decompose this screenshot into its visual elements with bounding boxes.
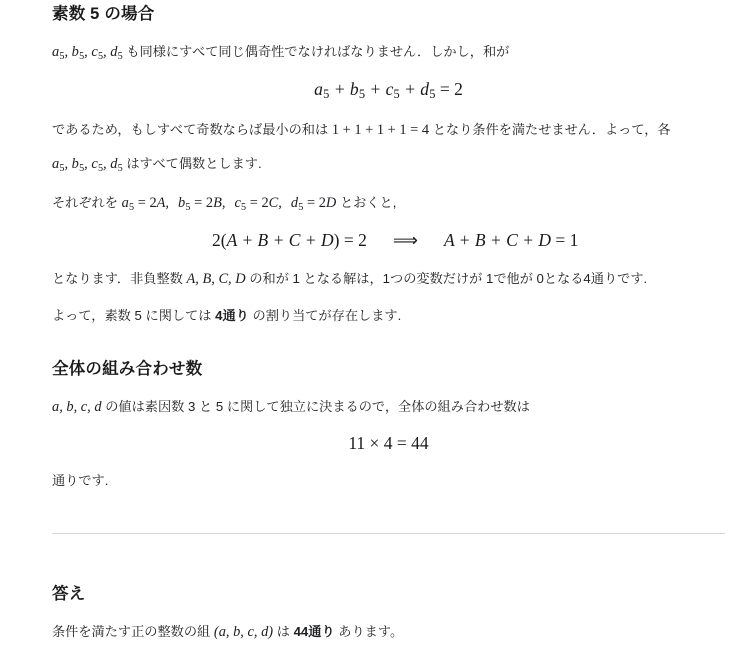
paragraph-ways: 通りです. — [52, 472, 109, 488]
inline-math-vars-a5-d5-2: a5, b5, c5, d5 — [52, 156, 123, 175]
paragraph-prime5-lead: よって，素数 5 に関しては — [52, 307, 216, 323]
inline-math-b5-2B: b5 = 2B, — [178, 195, 226, 213]
inline-math-1111-equals-4: 1 + 1 + 1 + 1 = 4 — [331, 122, 430, 139]
paragraph-odd-case-mid: となり条件を満たせません．よって，各 — [429, 122, 671, 138]
implies-arrow-icon: ⟹ — [392, 229, 418, 250]
inline-math-vars-a5-d5: a5, b5, c5, d5 — [52, 44, 123, 62]
inline-math-tuple-abcd: (a, b, c, d) — [213, 624, 274, 641]
display-equation-abcd — [52, 230, 725, 251]
display-equation-sum-a5: a5 + b5 + c5 + d5 = 2 — [314, 78, 463, 102]
paragraph-odd-case-lead: であるため，もしすべて奇数ならば最小の和は — [52, 122, 332, 138]
paragraph-parity-text: も同様にすべて同じ偶奇性でなければなりません．しかし，和が — [126, 44, 510, 59]
paragraph-substitution-lead: それぞれを — [52, 195, 122, 211]
section-heading-prime-5: 素数 5 の場合 — [52, 5, 155, 23]
paragraph-total-combinations — [52, 393, 725, 421]
paragraph-answer-mid: は — [273, 624, 294, 640]
highlight-44-ways: 44通り — [293, 624, 335, 640]
paragraph-nonneg-lead: となります．非負整数 — [52, 270, 187, 286]
paragraph-answer-lead: 条件を満たす正の整数の組 — [52, 624, 214, 640]
paragraph-answer — [52, 618, 725, 646]
display-equation-left: 2(A + B + C + D) = 2 — [212, 229, 367, 250]
display-equation-total: 11 × 4 = 44 — [348, 432, 429, 453]
paragraph-nonneg-mid: の和が 1 となる解は，1つの変数だけが 1で他が 0となる4通りです. — [245, 270, 648, 286]
paragraph-even-conclusion — [52, 150, 725, 179]
paragraph-even-conclusion-tail: はすべて偶数とします. — [122, 156, 262, 172]
section-divider — [52, 533, 725, 534]
section-heading-total-combinations: 全体の組み合わせ数 — [52, 359, 203, 378]
answer-section — [0, 580, 739, 646]
paragraph-total-combinations-text: の値は素因数 3 と 5 に関して独立に決まるので，全体の組み合わせ数は — [101, 398, 530, 414]
inline-math-c5-2C: c5 = 2C, — [234, 195, 282, 213]
inline-math-vars-abcd: a, b, c, d — [52, 398, 102, 415]
inline-math-vars-ABCD: A, B, C, D — [186, 270, 246, 287]
paragraph-odd-case — [52, 116, 725, 144]
inline-math-a5-2A: a5 = 2A, — [121, 195, 170, 213]
display-equation-right: A + B + C + D = 1 — [443, 229, 579, 250]
paragraph-prime5-result — [52, 303, 725, 329]
paragraph-prime5-tail: の割り当てが存在します. — [248, 307, 402, 323]
section-heading-answer: 答え — [52, 585, 86, 604]
paragraph-substitution-tail: とおくと, — [336, 195, 397, 211]
inline-math-d5-2D: d5 = 2D — [290, 195, 337, 213]
paragraph-nonneg-solutions — [52, 265, 725, 293]
highlight-4-ways: 4通り — [215, 307, 249, 323]
paragraph-answer-tail: あります。 — [334, 624, 404, 640]
paragraph-parity-requirement — [52, 38, 725, 67]
paragraph-substitution — [52, 189, 725, 218]
